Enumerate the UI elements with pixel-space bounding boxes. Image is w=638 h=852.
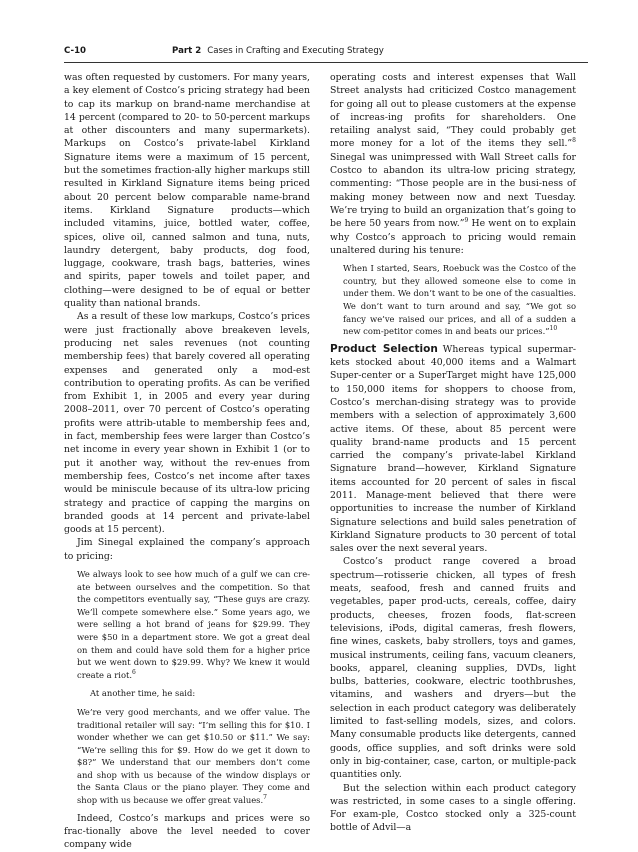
text-run: Whereas typical supermar-kets stocked about 40,000 items and a Walmart Super-center or a SuperTarget might have 125,000 to 150,000 items for shoppers to choose from, Costco’s merchan-dising strategy was to provide members with a selection of approximately 3,600 active items. Of these, about 85 percent were quality brand-name products and 15 percent carried the company’s private-label Kirkland Signature brand—however, Kirkland Signature items accounted for 20 percent of sales in fiscal 2011. Manage-ment believed that there were opportunities to increase the number of Kirkland Signature selections and build sales penetration of Kirkland Signature products to 30 percent of total sales over the next several years. bbox=[330, 343, 576, 555]
part-title bbox=[172, 46, 384, 56]
quote-body: When I started, Sears, Roebuck was the Costco of the country, but they allowed someone else to come in under them. We don’t want to be one of the casualties. We don’t want to turn around and say, “We got so fancy we’ve raised our prices, and all of a sudden a new com-petitor comes in and beats our prices.” bbox=[343, 263, 576, 337]
left-column bbox=[64, 71, 310, 852]
paragraph bbox=[330, 71, 576, 257]
footnote-ref: 10 bbox=[549, 325, 558, 333]
header-rule bbox=[64, 62, 588, 63]
paragraph: Jim Sinegal explained the company’s approach to pricing: bbox=[64, 537, 310, 562]
part-title-text: Cases in Crafting and Executing Strategy bbox=[207, 46, 384, 56]
quote-body: We always look to see how much of a gulf we can cre-ate between ourselves and the competition. So that the competitors eventually say, “These guys are crazy. We’ll compete somewhere else.” Some years ago, we were selling a hot brand of jeans for $29.99. They were $50 in a department store. We got a great deal on them and could have sold them for a higher price but we went down to $29.99. Why? We knew it would create a riot. bbox=[77, 568, 310, 680]
block-quote bbox=[343, 262, 576, 338]
paragraph: But the selection within each product category was restricted, in some cases to a single offering. For exam-ple, Costco stocked only a 325-count bottle of Advil—a bbox=[330, 782, 576, 834]
quote-intro: At another time, he said: bbox=[90, 688, 196, 699]
text-run: He went on to explain why Costco’s approach to pricing would remain unaltered during his tenure: bbox=[330, 218, 576, 256]
section-heading: Product Selection bbox=[330, 342, 438, 355]
part-label: Part 2 bbox=[172, 46, 202, 56]
footnote-ref: 6 bbox=[132, 668, 136, 676]
paragraph: was often requested by customers. For many years, a key element of Costco’s pricing strategy had been to cap its markup on brand-name merchandise at 14 percent (compared to 20- to 50-percent markups at other discounters and many supermarkets). Markups on Costco’s private-label Kirkland Signature items were a maximum of 15 percent, but the sometimes fraction-ally higher markups still resulted in Kirkland Signature items being priced about 20 percent below comparable name-brand items. Kirkland Signature products—which included vitamins, juice, bottled water, coffee, spices, olive oil, canned salmon and tuna, nuts, laundry detergent, baby products, dog food, luggage, cookware, trash bags, batteries, wines and spirits, paper towels and toilet paper, and clothing—were designed to be of equal or better quality than national brands. bbox=[64, 72, 310, 310]
paragraph: Indeed, Costco’s markups and prices were so frac-tionally above the level needed to cover company wide bbox=[64, 812, 310, 851]
footnote-ref: 7 bbox=[263, 794, 267, 802]
block-quote bbox=[77, 568, 310, 807]
paragraph: As a result of these low markups, Costco’s prices were just fractionally above breakeven levels, producing net sales revenues (not counting membership fees) that barely covered all operating expenses and generated only a mod-est contribution to operating profits. As can be verified from Exhibit 1, in 2005 and every year during 2008–2011, over 70 percent of Costco’s operating profits were attrib-utable to membership fees and, in fact, membership fees were larger than Costco’s net income in every year shown in Exhibit 1 (or to put it another way, without the rev-enues from membership fees, Costco’s net income after taxes would be miniscule because of its ultra-low pricing strategy and practice of capping the margins on branded goods at 14 percent and private-label goods at 15 percent). bbox=[64, 311, 310, 536]
quote-text bbox=[77, 706, 310, 807]
footnote-ref: 8 bbox=[572, 137, 576, 145]
footnote-ref: 9 bbox=[464, 217, 469, 225]
page-number: C-10 bbox=[64, 46, 87, 56]
text-run: operating costs and interest expenses that Wall Street analysts had criticized Costco management for going all out to please customers at the expense of increas-ing profits for shareholders. One retailing analyst said, “They could probably get more money for a lot of the items they sell.” bbox=[330, 72, 576, 150]
quote-text bbox=[343, 262, 576, 338]
text-run: Sinegal was unimpressed with Wall Street calls for Costco to abandon its ultra-low pricing strategy, commenting: “Those people are in the busi-ness of making money between now and next Tuesday. We’re trying to build an organization that’s going to be here 50 years from now.” bbox=[330, 151, 576, 230]
running-header bbox=[64, 44, 588, 60]
right-column bbox=[330, 71, 576, 835]
paragraph: Costco’s product range covered a broad spectrum—rotisserie chicken, all types of fresh meats, seafood, fresh and canned fruits and vegetables, paper prod-ucts, cereals, coffee, dairy products, cheeses, frozen foods, flat-screen televisions, iPods, digital cameras, fresh flowers, fine wines, caskets, baby strollers, toys and games, musical instruments, ceiling fans, vacuum cleaners, books, apparel, cleaning supplies, DVDs, light bulbs, batteries, cookware, electric toothbrushes, vitamins, and washers and dryers—but the selection in each product category was deliberately limited to fast-selling models, sizes, and colors. Many consumable products like detergents, canned goods, office supplies, and soft drinks were sold only in big-container, case, carton, or multiple-pack quantities only. bbox=[330, 556, 576, 781]
paragraph bbox=[330, 343, 576, 556]
quote-body: We’re very good merchants, and we offer value. The traditional retailer will say: “I’m selling this for $10. I wonder whether we can get $10.50 or $11.” We say: “We’re selling this for $9. How do we get it down to $8?” We understand that our members don’t come and shop with us because of the window displays or the Santa Claus or the piano player. They come and shop with us because we offer great values. bbox=[77, 706, 310, 806]
quote-text bbox=[77, 568, 310, 681]
